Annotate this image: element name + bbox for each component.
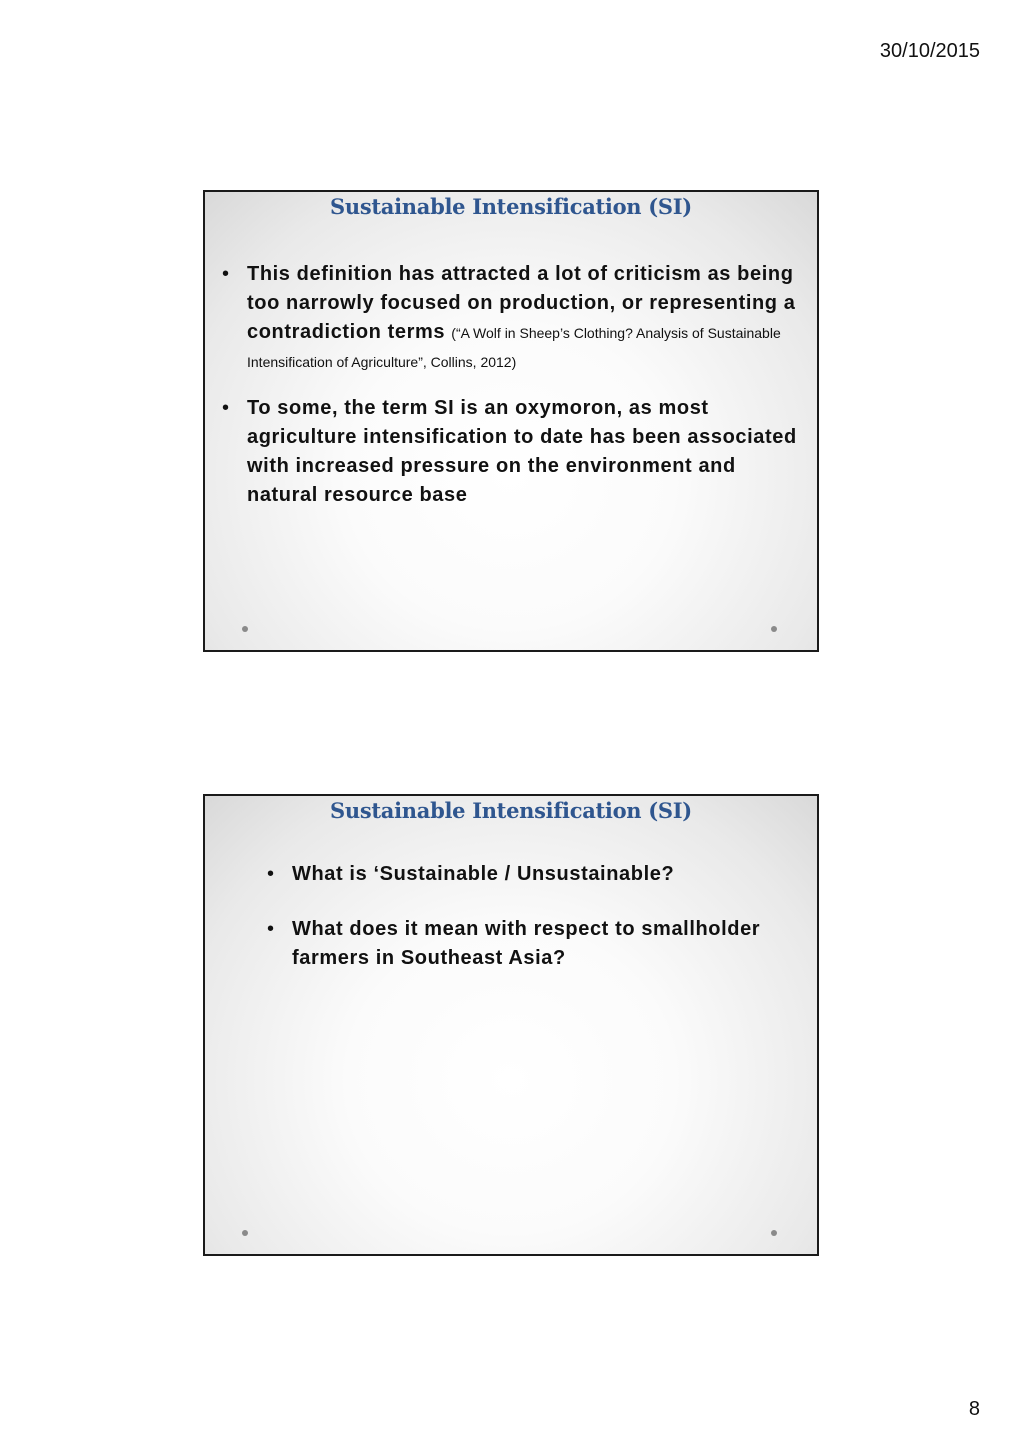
circle-dot-icon bbox=[242, 1230, 248, 1236]
slide-1 bbox=[203, 190, 819, 652]
bullet-icon: • bbox=[267, 918, 275, 940]
bullet-item bbox=[267, 860, 777, 889]
slide-2 bbox=[203, 794, 819, 1256]
bullet-text: What is ‘Sustainable / Unsustainable? bbox=[292, 863, 675, 885]
citation-text: (“A Wolf in Sheep’s Clothing? Analysis of Sustainable Intensification of Agriculture”, Collins, 2012) bbox=[247, 325, 781, 370]
bullet-list bbox=[222, 260, 803, 510]
slide-title: Sustainable Intensification (SI) bbox=[330, 798, 692, 823]
bullet-text: This definition has attracted a lot of criticism as being too narrowly focused on production, or representing a contradiction terms bbox=[247, 263, 796, 343]
bullet-icon: • bbox=[222, 263, 230, 285]
bullet-item bbox=[222, 260, 803, 376]
circle-dot-icon bbox=[771, 626, 777, 632]
page-number: 8 bbox=[968, 1398, 980, 1420]
bullet-text: To some, the term SI is an oxymoron, as most agriculture intensification to date has been associated with increased pressure on the environment and natural resource base bbox=[247, 397, 797, 506]
bullet-text: What does it mean with respect to smallholder farmers in Southeast Asia? bbox=[292, 918, 761, 969]
page-date: 30/10/2015 bbox=[879, 40, 980, 62]
bullet-icon: • bbox=[267, 863, 275, 885]
bullet-item bbox=[267, 915, 777, 973]
bullet-list bbox=[267, 860, 777, 973]
circle-dot-icon bbox=[771, 1230, 777, 1236]
circle-dot-icon bbox=[242, 626, 248, 632]
bullet-icon: • bbox=[222, 397, 230, 419]
bullet-item bbox=[222, 394, 803, 510]
slide-title: Sustainable Intensification (SI) bbox=[330, 194, 692, 219]
